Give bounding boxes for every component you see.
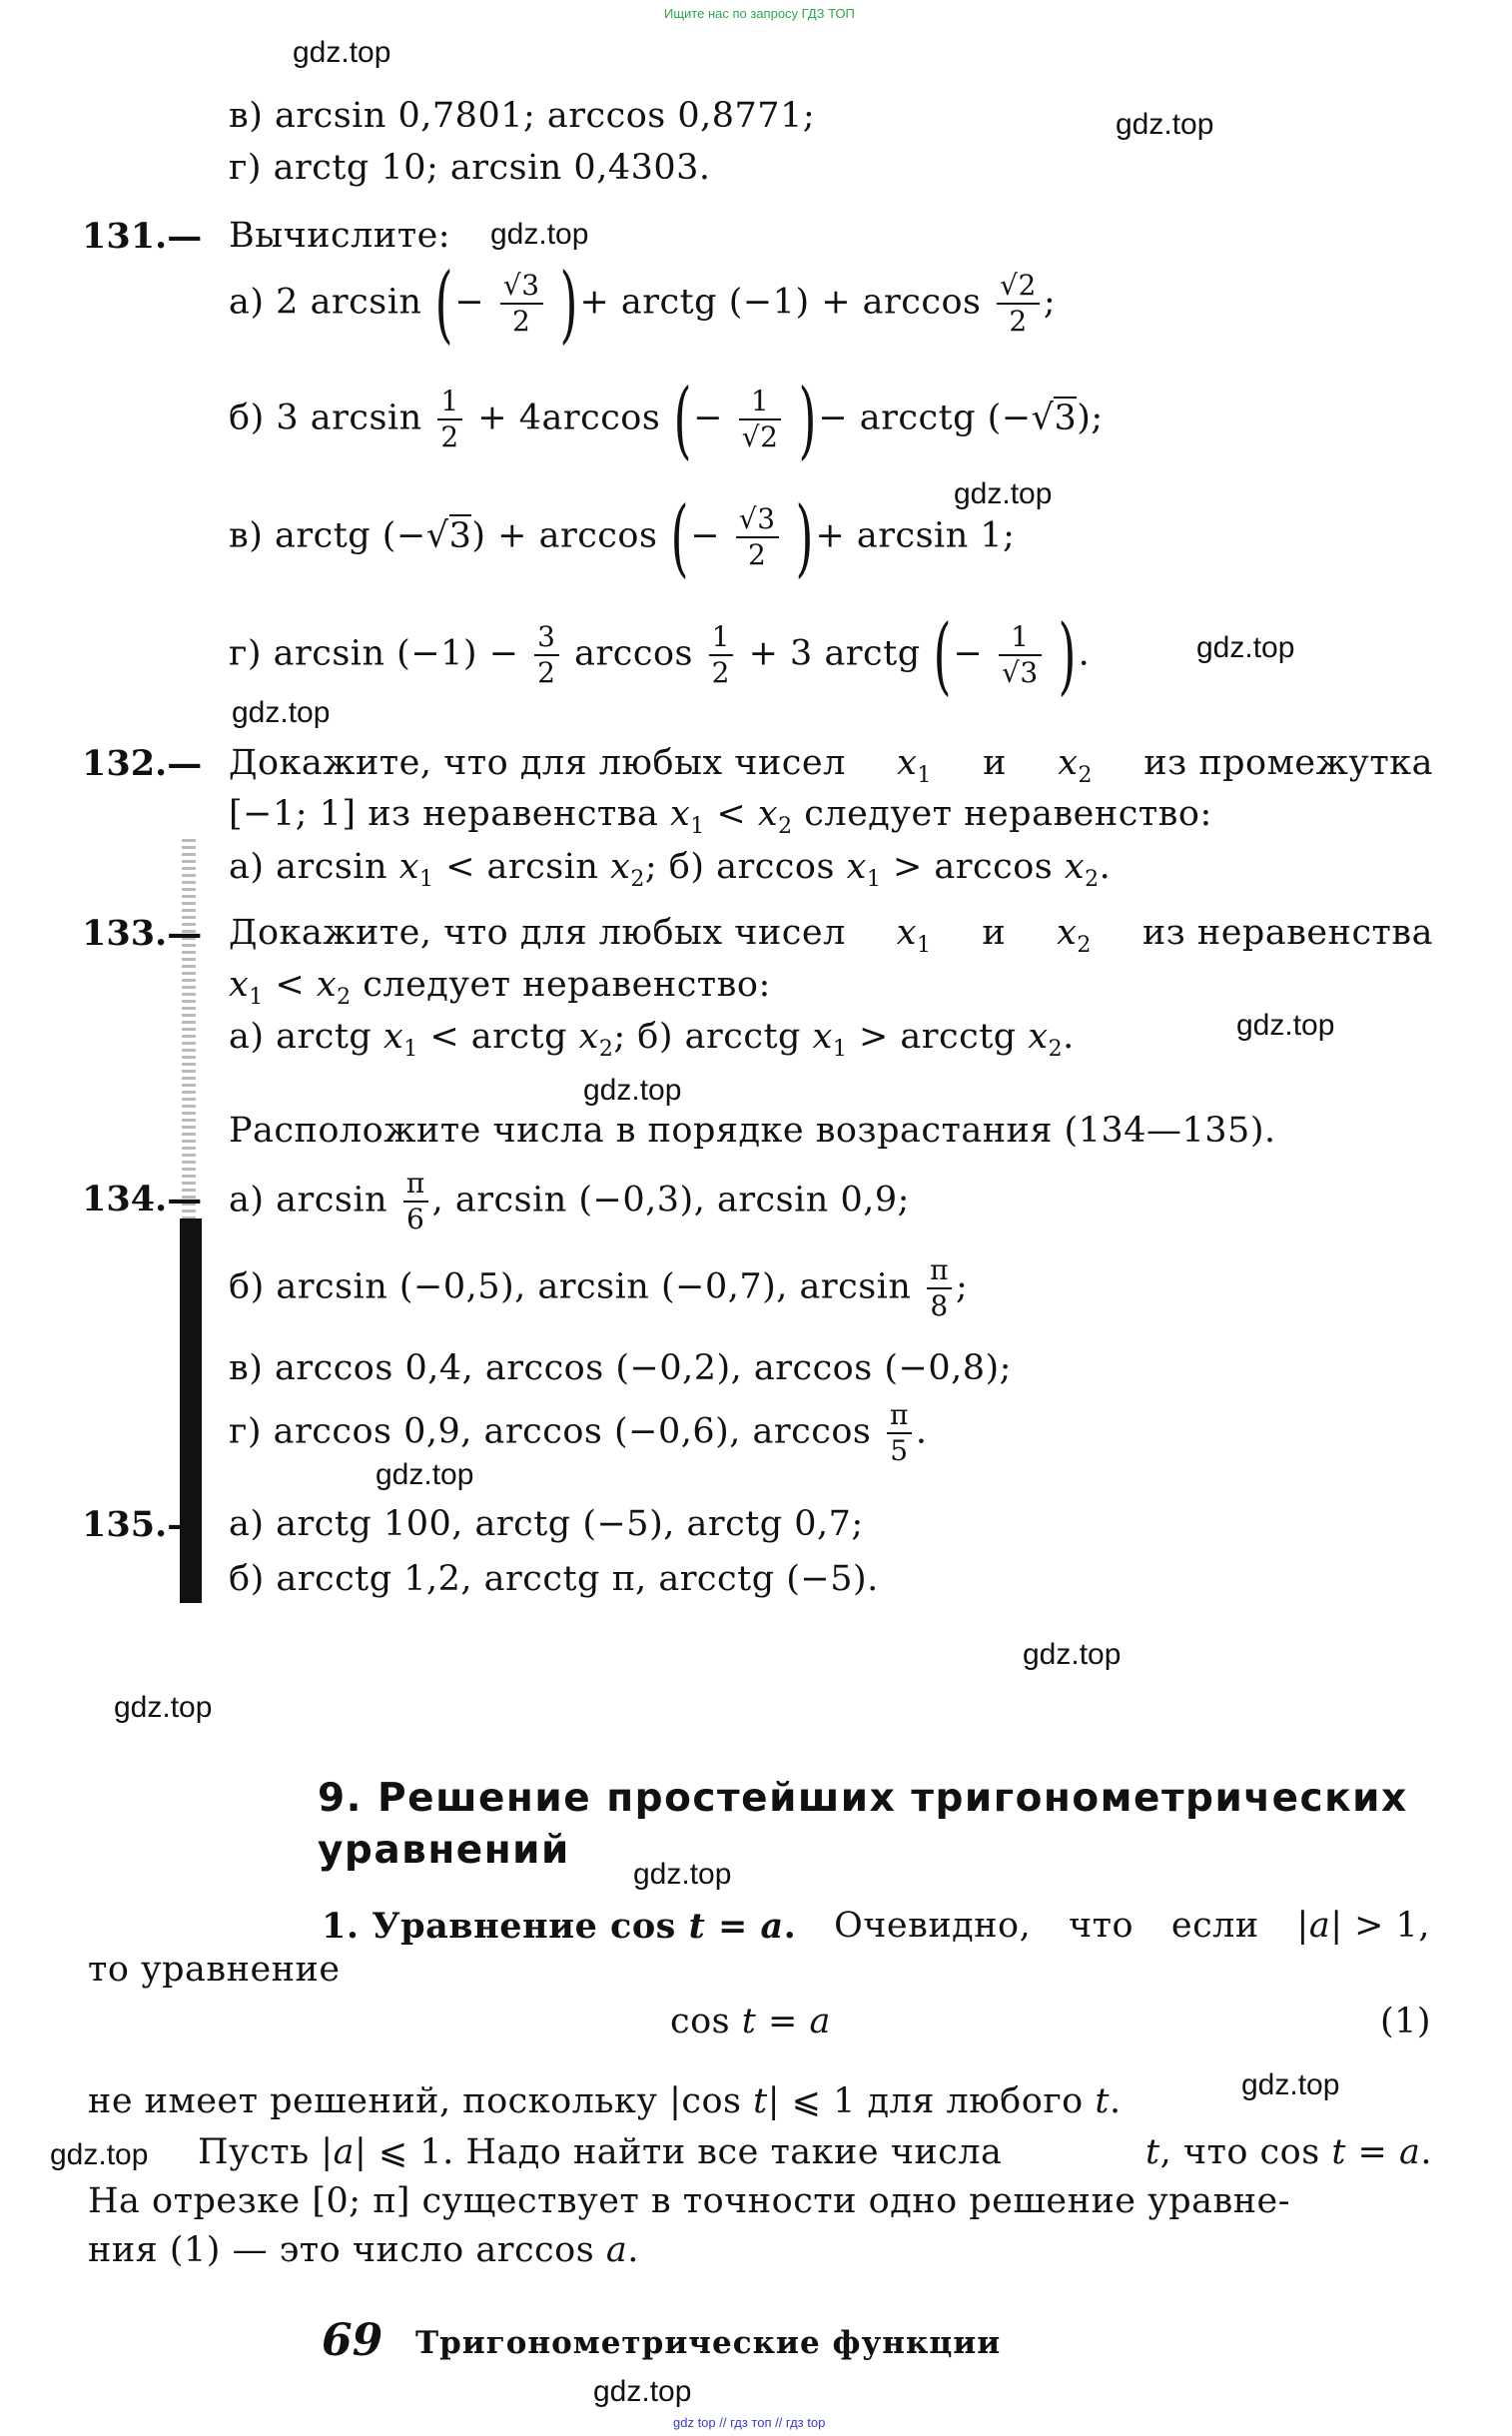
watermark: gdz.top — [1241, 2068, 1340, 2101]
body-line-2: то уравнение — [88, 1950, 341, 1990]
running-footer: Тригонометрические функции — [415, 2325, 1002, 2361]
equation: cos t = a — [670, 2002, 831, 2041]
watermark: gdz.top — [1196, 631, 1295, 664]
problem-number: 134.— — [82, 1179, 203, 1219]
problem-132-line1: Докажите, что для любых чисел $x_1$ и $x_2$ из промежутка — [229, 743, 1433, 788]
footer-note: gdz top // гдз топ // гдз top — [673, 2415, 826, 2430]
watermark: gdz.top — [1023, 1638, 1122, 1671]
watermark: gdz.top — [583, 1074, 682, 1107]
watermark: gdz.top — [293, 36, 391, 69]
problem-number: 133.— — [82, 913, 203, 954]
problem-134-g: г) arccos 0,9, arccos (−0,6), arccos $\frac{\pi}{5}$ . — [229, 1398, 928, 1467]
margin-speckle — [182, 839, 196, 1218]
watermark: gdz.top — [50, 2138, 149, 2171]
problem-130-v: в) arcsin 0,7801; arccos 0,8771; — [229, 96, 816, 136]
watermark: gdz.top — [633, 1858, 732, 1891]
problem-134-a: а) arcsin $\frac{\pi}{6}$ , arcsin (−0,3), arcsin 0,9; — [229, 1167, 910, 1235]
body-line-4: Пусть |a| ⩽ 1. Надо найти все такие числа t, что cos t = a. — [198, 2132, 1432, 2172]
watermark: gdz.top — [490, 218, 589, 251]
watermark: gdz.top — [376, 1458, 474, 1491]
body-line-1: 1. Уравнение cos t = a. Очевидно, что если |a| > 1, — [322, 1906, 1430, 1947]
problem-131-v: в) arctg (−√3) + arccos (− $\frac{√3}{2}$ )+ arcsin 1; — [229, 488, 1016, 586]
watermark: gdz.top — [1116, 108, 1214, 141]
margin-bar — [180, 1218, 202, 1603]
problem-134-v: в) arccos 0,4, arccos (−0,2), arccos (−0,8); — [229, 1348, 1012, 1388]
problem-131-a: а) 2 arcsin (− $\frac{√3}{2}$ )+ arctg (−1) + arccos $\frac{√2}{2}$ ; — [229, 255, 1057, 353]
section-title-line1: 9. Решение простейших тригонометрических — [318, 1776, 1408, 1821]
problem-131-b: б) 3 arcsin $\frac{1}{2}$ + 4arccos (− $\frac{1}{√2}$ )− arcctg (−√3); — [229, 371, 1104, 468]
problem-132-line2: [−1; 1] из неравенства $x_1 < x_2$ следует неравенство: — [229, 794, 1212, 839]
header-note: Ищите нас по запросу ГДЗ ТОП — [664, 6, 855, 21]
problem-133-line1: Докажите, что для любых чисел $x_1$ и $x_2$ из неравенства — [229, 913, 1433, 958]
problem-number: 131.— — [82, 216, 203, 257]
problem-135-b: б) arcctg 1,2, arcctg π, arcctg (−5). — [229, 1559, 879, 1599]
problem-130-g: г) arctg 10; arcsin 0,4303. — [229, 148, 711, 188]
watermark: gdz.top — [1236, 1009, 1335, 1042]
order-instruction: Расположите числа в порядке возрастания (134—135). — [229, 1111, 1276, 1151]
problem-135-a: а) arctg 100, arctg (−5), arctg 0,7; — [229, 1504, 864, 1544]
problem-134-b: б) arcsin (−0,5), arcsin (−0,7), arcsin $\frac{\pi}{8}$ ; — [229, 1253, 969, 1322]
page-number: 69 — [322, 2315, 383, 2366]
watermark: gdz.top — [114, 1691, 213, 1724]
watermark: gdz.top — [232, 696, 331, 729]
watermark: gdz.top — [593, 2375, 692, 2408]
problem-title: Вычислите: — [229, 216, 451, 256]
section-title-line2: уравнений — [318, 1828, 570, 1873]
body-line-5: На отрезке [0; π] существует в точности одно решение уравне- — [88, 2181, 1291, 2221]
equation-number: (1) — [1380, 2002, 1432, 2041]
body-line-3: не имеет решений, поскольку |cos t| ⩽ 1 для любого t. — [88, 2081, 1122, 2121]
body-line-6: ния (1) — это число arccos a. — [88, 2230, 639, 2270]
problem-number: 135.— — [82, 1504, 203, 1545]
problem-number: 132.— — [82, 743, 203, 784]
problem-133-line2: $x_1 < x_2$ следует неравенство: — [229, 965, 771, 1010]
watermark: gdz.top — [954, 477, 1053, 510]
problem-133-line3: а) arctg $x_1$ < arctg $x_2$; б) arcctg $x_1$ > arcctg $x_2$. — [229, 1017, 1075, 1062]
problem-132-line3: а) $\arcsin x_1 < \arcsin x_2$; б) $\arccos x_1 > \arccos x_2$. — [229, 847, 1112, 892]
problem-131-g: г) arcsin (−1) − $\frac{3}{2}$ arccos $\frac{1}{2}$ + 3 arctg (− $\frac{1}{√3}$ ). — [229, 606, 1091, 704]
